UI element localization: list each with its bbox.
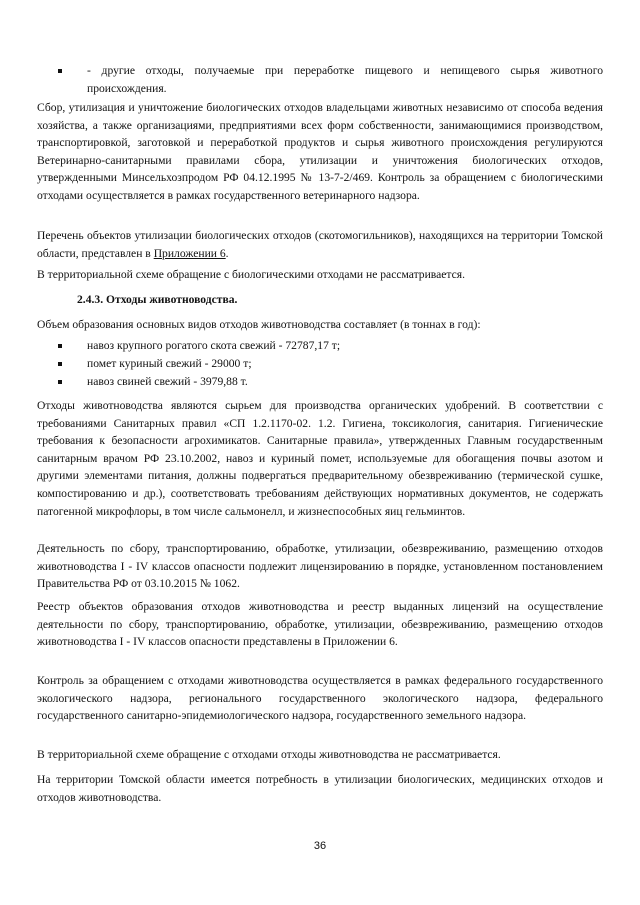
bullet-text: - другие отходы, получаемые при переработке пищевого и непищевого сырья животного происхождения.	[87, 64, 603, 95]
list-item	[58, 62, 603, 97]
section-heading: 2.4.3. Отходы животноводства.	[77, 293, 238, 306]
paragraph-scheme-bio: В территориальной схеме обращение с биологическими отходами не рассматривается.	[37, 268, 465, 281]
paragraph-need: На территории Томской области имеется потребность в утилизации биологических, медицинских отходов и отходов животноводства.	[37, 773, 603, 804]
appendix-6-link[interactable]: Приложении 6	[153, 246, 226, 260]
page-number: 36	[313, 840, 327, 852]
paragraph-scheme-livestock: В территориальной схеме обращение с отходами отходы животноводства не рассматривается.	[37, 748, 501, 761]
bullet-icon	[58, 69, 62, 73]
bullet-text: навоз крупного рогатого скота свежий - 72787,17 т;	[87, 339, 341, 352]
list-item	[58, 337, 603, 355]
paragraph-end: .	[225, 246, 229, 260]
paragraph-activity: Деятельность по сбору, транспортированию, обработке, утилизации, обезвреживанию, размещению отходов животноводства I - IV классов опасности подлежит лицензированию в порядке, установленном постановлением Правительства РФ от 03.10.2015 № 1062.	[37, 542, 603, 591]
list-item	[58, 355, 603, 373]
bullet-icon	[58, 344, 62, 348]
bullet-icon	[58, 380, 62, 384]
bullet-text: навоз свиней свежий - 3979,88 т.	[87, 375, 248, 388]
paragraph-collection: Сбор, утилизация и уничтожение биологических отходов владельцами животных независимо от способа ведения хозяйства, а также организациями, предприятиями всех форм собственности, занимающимися производством, транспортировкой, заготовкой и переработкой продуктов и сырья животного происхождения регулируются Ветеринарно-санитарными правилами сбора, утилизации и уничтожения биологических отходов, утвержденными Минсельхозпродом РФ 04.12.1995 № 13-7-2/469. Контроль за обращением с биологическими отходами осуществляется в рамках государственного ветеринарного надзора.	[37, 101, 603, 202]
paragraph-text: Перечень объектов утилизации биологических отходов (скотомогильников), находящихся на территории Томской области, представлен в	[37, 229, 603, 260]
paragraph-volume: Объем образования основных видов отходов животноводства составляет (в тоннах в год):	[37, 318, 481, 331]
list-item	[58, 373, 603, 391]
bullet-text: помет куриный свежий - 29000 т;	[87, 357, 252, 370]
paragraph-raw-material: Отходы животноводства являются сырьем для производства органических удобрений. В соответствии с требованиями Санитарных правил «СП 1.2.1170-02. 1.2. Гигиена, токсикология, санитария. Гигиенические требования к безопасности агрохимикатов. Санитарные правила», утвержденных Главным государственным санитарным врачом РФ 23.10.2002, навоз и куриный помет, используемые для обогащения почвы азотом и другими элементами питания, должны подвергаться предварительному обезвреживанию (термической сушке, компостированию и др.), соответствовать требованиям действующих нормативных документов, не содержать патогенной микрофлоры, в том числе сальмонелл, и жизнеспособных яиц гельминтов.	[37, 399, 603, 518]
paragraph-list-objects	[37, 227, 603, 262]
paragraph-registry: Реестр объектов образования отходов животноводства и реестр выданных лицензий на осуществление деятельности по сбору, транспортированию, обработке, утилизации, обезвреживанию, размещению отходов животноводства I - IV классов опасности представлены в Приложении 6.	[37, 600, 603, 649]
paragraph-control: Контроль за обращением с отходами животноводства осуществляется в рамках федерального государственного экологического надзора, регионального государственного экологического надзора, федерального государственного санитарно-эпидемиологического надзора, государственного земельного надзора.	[37, 674, 603, 723]
bullet-icon	[58, 362, 62, 366]
